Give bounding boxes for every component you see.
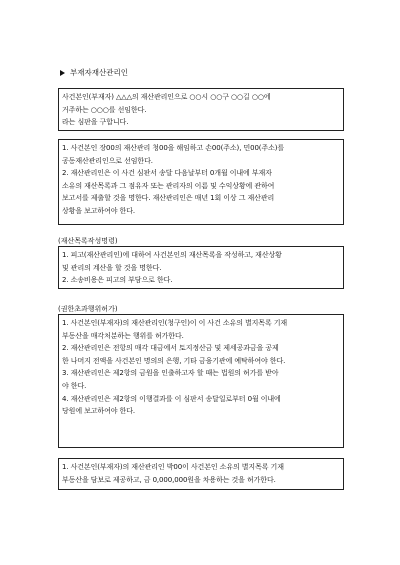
box-line: 소유의 재산목록과 그 점유자 또는 관리자의 이름 및 수익상황에 관하여 bbox=[62, 181, 275, 190]
inventory-order-box bbox=[58, 246, 344, 289]
collateral-permission-box bbox=[58, 458, 344, 490]
box-line: 1. 사건본인 장00의 재산관리 청00을 해임하고 손00(주소), 민00(주소)를 bbox=[62, 144, 285, 152]
box-line: 1. 사건본인(부재자)의 재산관리인(청구인)이 이 사건 소유의 별지목록 기재 bbox=[62, 319, 288, 327]
box-line: 당원에 보고하여야 한다. bbox=[62, 407, 135, 416]
box-line: 및 관리의 계산을 할 것을 명한다. bbox=[62, 263, 162, 272]
box-line: 1. 사건본인(부재자)의 재산관리인 박00이 사건본인 소유의 별지목록 기재 bbox=[62, 463, 284, 471]
box-line: 2. 소송비용은 피고의 부담으로 한다. bbox=[62, 276, 173, 285]
petition-purpose-box bbox=[58, 88, 344, 131]
box-line: 한 나머지 전액을 사건본인 명의의 은행, 기타 금융기관에 예탁하여야 한다. bbox=[62, 356, 286, 365]
box-line: 2. 재산관리인은 이 사건 심판서 송달 다음날부터 0개월 이내에 부재자 bbox=[62, 169, 272, 178]
box-line: 야 한다. bbox=[62, 381, 87, 390]
box-line: 상황을 보고하여야 한다. bbox=[62, 206, 135, 215]
inventory-order-label: (재산목록작성명령) bbox=[58, 237, 118, 245]
triangle-bullet-icon bbox=[60, 70, 65, 76]
excess-authority-box bbox=[58, 314, 344, 448]
box-line: 3. 재산관리인은 제2항의 금원을 인출하고자 할 때는 법원의 허가를 받아 bbox=[62, 369, 279, 378]
section-heading bbox=[60, 68, 128, 78]
box-line: 보고서를 제출할 것을 명한다. 재산관리인은 매년 1회 이상 그 재산관리 bbox=[62, 194, 275, 203]
box-line: 사건본인(부재자) △△△의 재산관리인으로 ○○시 ○○구 ○○길 ○○에 bbox=[62, 93, 271, 101]
box-line: 2. 재산관리인은 전항의 매각 대금에서 토지정산금 및 제세공과금을 공제 bbox=[62, 344, 279, 353]
box-line: 라는 심판을 구합니다. bbox=[62, 118, 129, 127]
box-line: 부동산을 담보로 제공하고, 금 0,000,000원을 차용하는 것을 허가한다. bbox=[62, 475, 276, 484]
section-heading-text: 부재자재산관리인 bbox=[70, 68, 128, 77]
manager-replacement-box bbox=[58, 139, 344, 225]
box-line: 거주하는 ○○○를 선임한다. bbox=[62, 105, 147, 114]
box-line: 공동재산관리인으로 선임한다. bbox=[62, 156, 153, 165]
box-line: 부동산을 매각처분하는 행위를 허가한다. bbox=[62, 331, 184, 340]
box-line: 1. 피고(재산관리인)에 대하여 사건본인의 재산목록을 작성하고, 재산상황 bbox=[62, 251, 282, 259]
excess-authority-label: (권한초과행위허가) bbox=[58, 305, 118, 313]
box-line: 4. 재산관리인은 제2항의 이행결과를 이 심판서 송달일로부터 0월 이내에 bbox=[62, 394, 281, 403]
